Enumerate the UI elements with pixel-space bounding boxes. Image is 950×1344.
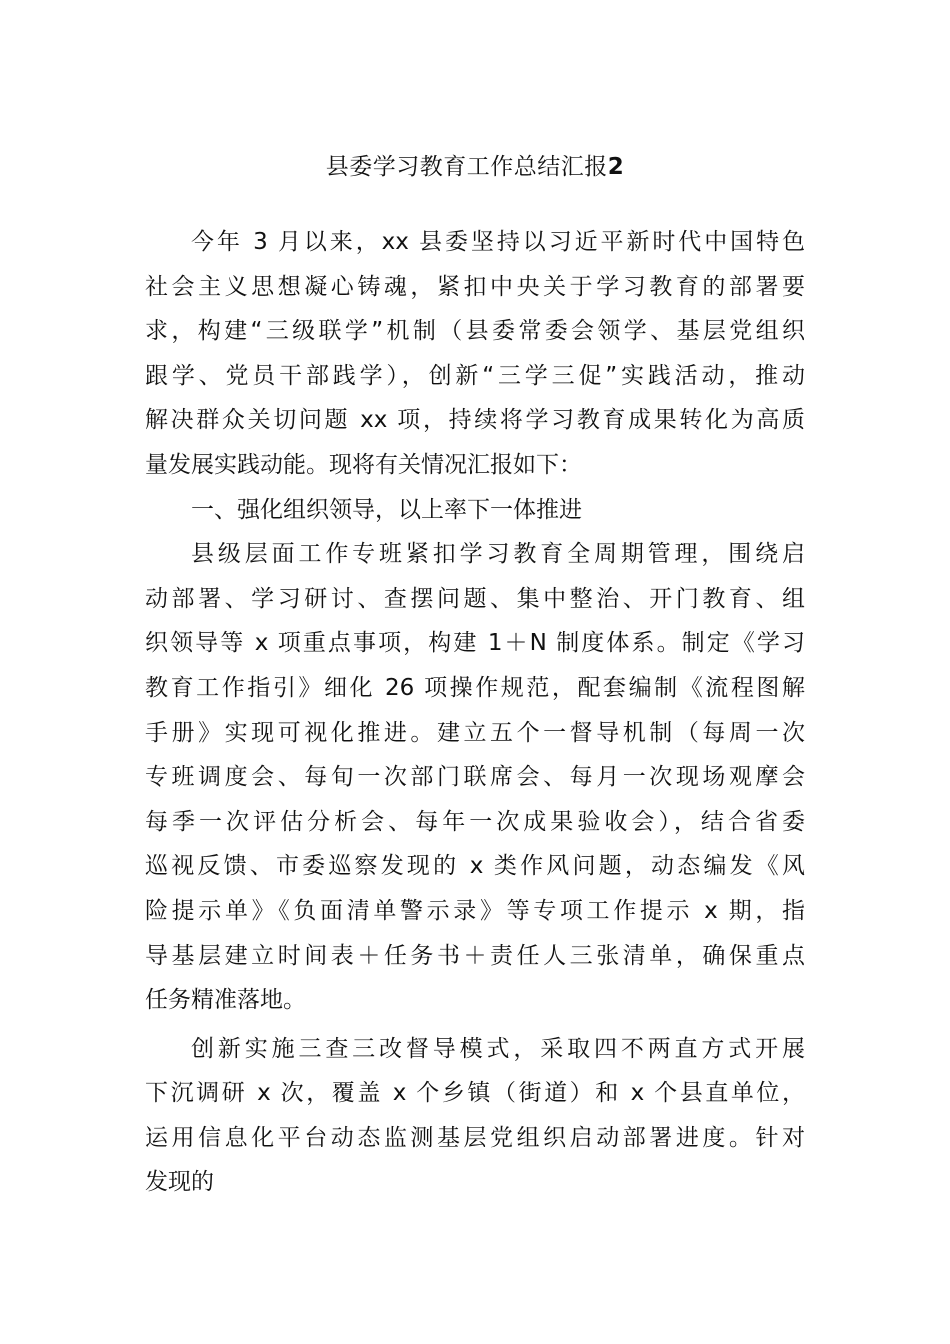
- text-line: 导基层建立时间表＋任务书＋责任人三张清单，确保重点: [145, 942, 805, 969]
- text-line: 运用信息化平台动态监测基层党组织启动部署进度。针对: [145, 1124, 805, 1151]
- text-line: 巡视反馈、市委巡察发现的 x 类作风问题，动态编发《风: [145, 853, 805, 880]
- body-paragraph: [145, 532, 805, 1023]
- text-line: 动部署、学习研讨、查摆问题、集中整治、开门教育、组: [145, 585, 805, 612]
- title-number: 2: [607, 154, 625, 180]
- text-line: 县级层面工作专班紧扣学习教育全周期管理，围绕启: [191, 541, 805, 568]
- section-heading-text: 一、强化组织领导，以上率下一体推进: [191, 496, 582, 523]
- text-line: 量发展实践动能。现将有关情况汇报如下：: [145, 451, 582, 478]
- text-line: 教育工作指引》细化 26 项操作规范，配套编制《流程图解: [145, 674, 805, 701]
- intro-paragraph: [145, 220, 805, 488]
- text-line: 专班调度会、每旬一次部门联席会、每月一次现场观摩会: [145, 764, 805, 791]
- document-title: [145, 150, 805, 184]
- text-line: 社会主义思想凝心铸魂，紧扣中央关于学习教育的部署要: [145, 273, 805, 300]
- text-line: 解决群众关切问题 xx 项，持续将学习教育成果转化为高质: [145, 407, 805, 434]
- text-line: 下沉调研 x 次，覆盖 x 个乡镇（街道）和 x 个县直单位，: [145, 1080, 805, 1107]
- text-line: 发现的: [145, 1169, 214, 1196]
- text-line: 手册》实现可视化推进。建立五个一督导机制（每周一次: [145, 719, 805, 746]
- text-line: 每季一次评估分析会、每年一次成果验收会），结合省委: [145, 808, 805, 835]
- title-text: 县委学习教育工作总结汇报: [325, 154, 608, 180]
- text-line: 任务精准落地。: [145, 987, 306, 1014]
- text-line: 跟学、党员干部践学），创新“三学三促”实践活动，推动: [145, 362, 805, 389]
- body-paragraph: [145, 1027, 805, 1205]
- section-heading: [145, 488, 805, 533]
- text-line: 求，构建“三级联学”机制（县委常委会领学、基层党组织: [145, 318, 805, 345]
- text-line: 今年 3 月以来，xx 县委坚持以习近平新时代中国特色: [191, 229, 805, 255]
- text-line: 织领导等 x 项重点事项，构建 1＋N 制度体系。制定《学习: [145, 630, 805, 657]
- text-line: 创新实施三查三改督导模式，采取四不两直方式开展: [191, 1035, 805, 1062]
- text-line: 险提示单》《负面清单警示录》等专项工作提示 x 期，指: [145, 897, 805, 924]
